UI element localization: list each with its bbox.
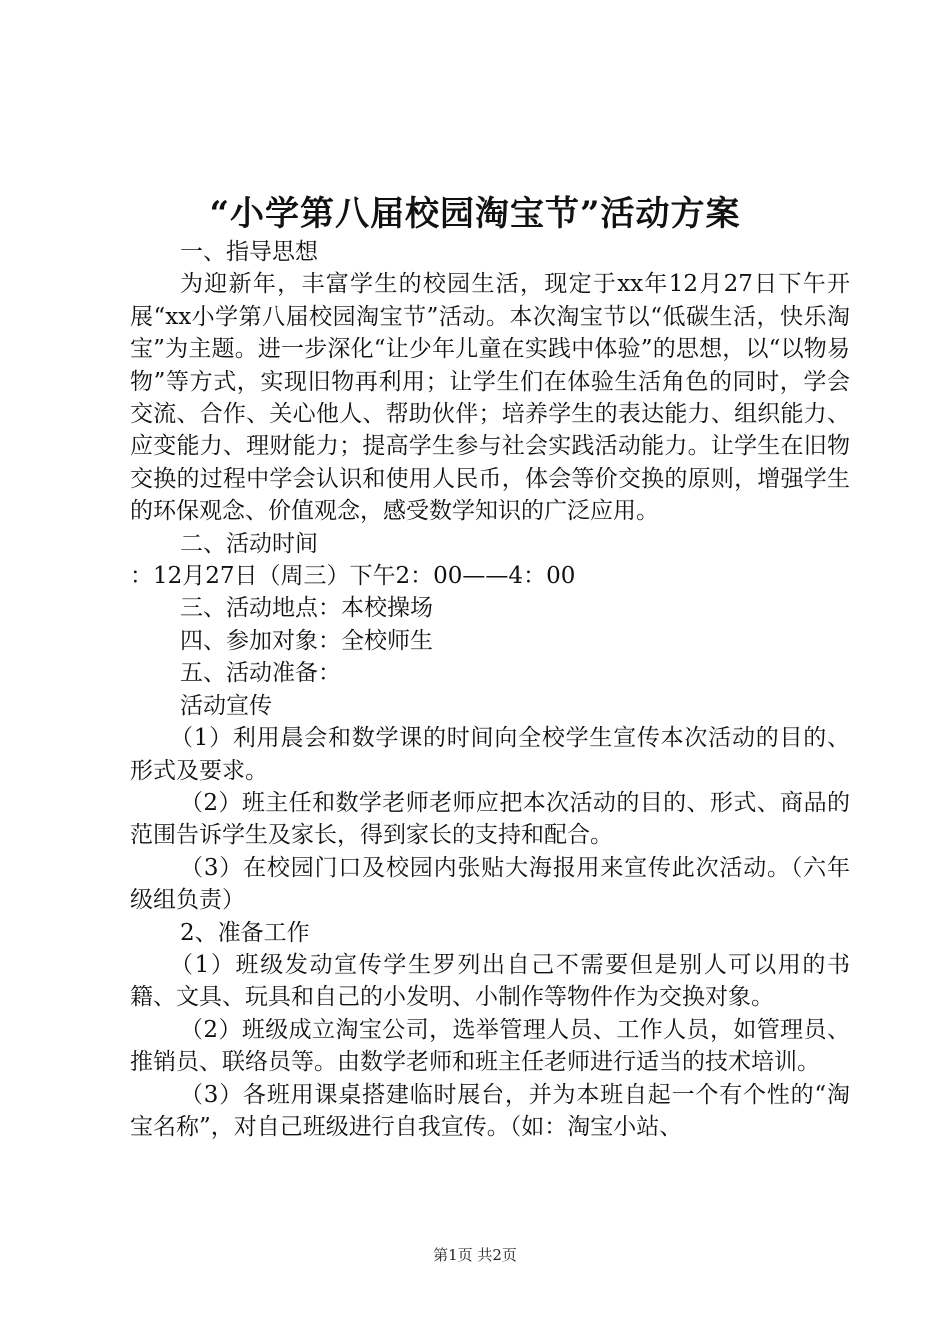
publicity-item-2: （2）班主任和数学老师老师应把本次活动的目的、形式、商品的范围告诉学生及家长，得到家长的支持和配合。 [130,789,850,849]
participants: 四、参加对象：全校师生 [180,627,433,654]
document-body [130,236,850,1143]
prep-item-3: （3）各班用课桌搭建临时展台，并为本班自起一个有个性的“淘宝名称”，对自己班级进行自我宣传。（如：淘宝小站、 [130,1081,850,1140]
paragraph-purpose: 为迎新年，丰富学生的校园生活，现定于xx年12月27日下午开展“xx小学第八届校园淘宝节”活动。本次淘宝节以“低碳生活，快乐淘宝”为主题。进一步深化“让少年儿童在实践中体验”的思想，以“以物易物”等方式，实现旧物再利用；让学生们在体验生活角色的同时，学会交流、合作、关心他人、帮助伙伴；培养学生的表达能力、组织能力、应变能力、理财能力；提高学生参与社会实践活动能力。让学生在旧物交换的过程中学会认识和使用人民币，体会等价交换的原则，增强学生的环保观念、价值观念，感受数学知识的广泛应用。 [130,271,850,525]
publicity-item-3: （3）在校园门口及校园内张贴大海报用来宣传此次活动。（六年级组负责） [130,854,850,914]
publicity-item-1: （1）利用晨会和数学课的时间向全校学生宣传本次活动的目的、形式及要求。 [130,725,850,784]
heading-preparation: 五、活动准备： [180,660,341,687]
subheading-prep-work: 2、准备工作 [180,919,310,946]
prep-item-2: （2）班级成立淘宝公司，选举管理人员、工作人员，如管理员、推销员、联络员等。由数学老师和班主任老师进行适当的技术培训。 [130,1016,850,1076]
page-footer: 第1页 共2页 [433,1246,517,1264]
heading-activity-time: 二、活动时间 [180,530,318,557]
document-title: “小学第八届校园淘宝节”活动方案 [209,194,741,234]
activity-location: 三、活动地点：本校操场 [180,595,433,622]
subheading-publicity: 活动宣传 [180,692,272,719]
prep-item-1: （1）班级发动宣传学生罗列出自己不需要但是别人可以用的书籍、文具、玩具和自己的小发明、小制作等物件作为交换对象。 [130,951,850,1011]
heading-guiding-ideology: 一、指导思想 [180,239,318,265]
activity-time-value: ：12月27日（周三）下午2：00——4：00 [130,563,576,590]
